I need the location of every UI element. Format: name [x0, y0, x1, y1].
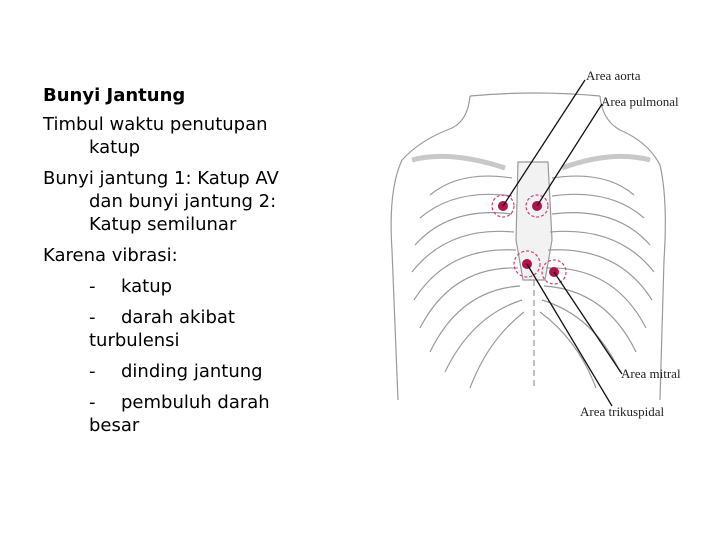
paragraph-vibration: Karena vibrasi: — [43, 245, 178, 266]
paragraph-heart-sounds: Bunyi jantung 1: Katup AV dan bunyi jantung 2: Katup semilunar — [43, 168, 279, 235]
slide-title: Bunyi Jantung — [43, 85, 186, 106]
paragraph-closure: Timbul waktu penutupan katup — [43, 114, 268, 158]
label-area-trikuspidal: Area trikuspidal — [580, 404, 665, 419]
list-item-text: katup — [121, 276, 173, 297]
dash-bullet: - — [89, 361, 96, 382]
dash-bullet: - — [89, 392, 96, 413]
dash-bullet: - — [89, 276, 96, 297]
list-item-text: darah akibat turbulensi — [89, 307, 235, 351]
list-item-text: dinding jantung — [121, 361, 263, 382]
dash-bullet: - — [89, 307, 96, 328]
label-area-mitral: Area mitral — [621, 366, 681, 381]
list-item-text: pembuluh darah besar — [89, 392, 270, 436]
label-area-aorta: Area aorta — [586, 68, 641, 83]
label-area-pulmonal: Area pulmonal — [601, 94, 679, 109]
thorax-outline — [391, 93, 665, 400]
